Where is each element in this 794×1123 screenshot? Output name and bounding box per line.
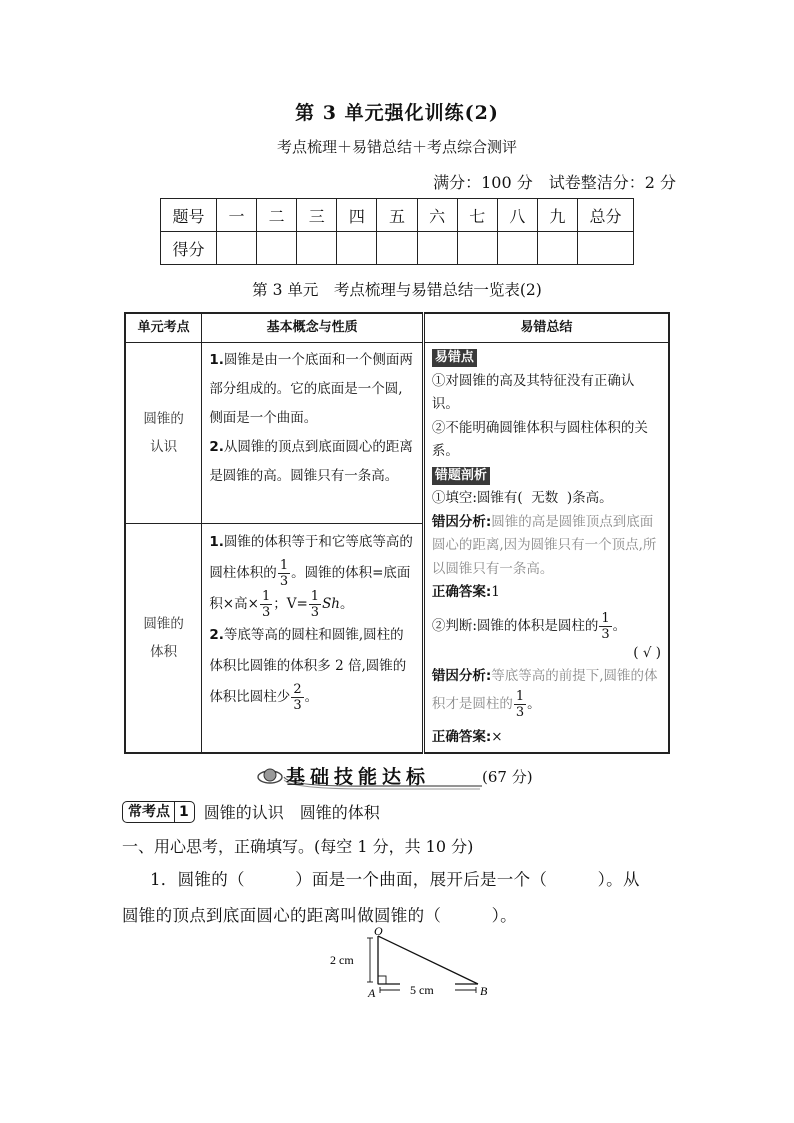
summary-header-row: [125, 313, 669, 343]
score-input-cell[interactable]: [377, 232, 417, 265]
score-input-cell[interactable]: [537, 232, 577, 265]
summary-table: [124, 312, 670, 754]
summary-caption: 第 3 单元 考点梳理与易错总结一览表(2): [252, 281, 542, 299]
score-cell: 题号: [161, 199, 217, 232]
page-title: 第 3 单元强化训练(2): [295, 102, 499, 124]
error-point: ②不能明确圆锥体积与圆柱体积的关系。: [431, 419, 648, 459]
score-cell: 六: [417, 199, 457, 232]
key-point-line: [122, 800, 380, 823]
score-input-cell[interactable]: [417, 232, 457, 265]
score-input-cell[interactable]: [297, 232, 337, 265]
score-entry-row: [161, 232, 634, 265]
concept-item: 1.圆锥的体积等于和它等底等高的圆柱体积的 $\frac{1}{3}$ 。圆锥的体积=底面积×高× $\frac{1}{3}$ ；V= $\frac{1}{3}$ Sh。: [209, 533, 413, 620]
score-cell: 七: [457, 199, 497, 232]
fraction: $\frac{1}{3}$: [310, 588, 320, 620]
error-question: ②判断:圆锥的体积是圆柱的 $\frac{1}{3}$ 。: [431, 610, 627, 642]
base-label: 5 cm: [410, 983, 434, 997]
concept-cell: [202, 343, 424, 524]
answer-text: 无数: [531, 490, 559, 506]
height-label: 2 cm: [330, 953, 354, 967]
topic-cell: [125, 523, 202, 753]
score-input-cell[interactable]: [257, 232, 297, 265]
header-topic: 单元考点: [125, 313, 202, 343]
key-point-tag: 常考点 1: [122, 801, 195, 823]
fraction: $\frac{1}{3}$: [279, 557, 289, 589]
judge-mark: ( √ ): [633, 644, 661, 661]
fraction: $\frac{1}{3}$: [261, 588, 271, 620]
score-cell: 三: [297, 199, 337, 232]
topic-label: 认识: [150, 438, 178, 455]
score-header-row: [161, 199, 634, 232]
triangle-figure: [330, 926, 500, 1002]
score-cell: 二: [257, 199, 297, 232]
score-input-cell[interactable]: [337, 232, 377, 265]
fraction: $\frac{2}{3}$: [293, 681, 302, 713]
section-banner-title: 基础技能达标: [286, 766, 431, 788]
label-o: O: [374, 926, 383, 938]
key-point-text: 圆锥的认识 圆锥的体积: [203, 803, 380, 822]
key-point-number: 1: [174, 802, 189, 822]
fraction: $\frac{1}{3}$: [601, 610, 610, 642]
error-cause: 错因分析:等底等高的前提下,圆锥的体积才是圆柱的 $\frac{1}{3}$ 。: [431, 668, 658, 720]
error-cause: 错因分析:圆锥的高是圆锥顶点到底面圆心的距离,因为圆锥只有一个顶点,所以圆锥只有一条高。: [431, 513, 657, 577]
score-cell: 四: [337, 199, 377, 232]
header-errors: 易错总结: [423, 313, 669, 343]
score-table: [160, 198, 634, 265]
header-concepts: 基本概念与性质: [202, 313, 424, 343]
topic-label: 圆锥的: [143, 410, 184, 427]
full-score-note: 满分：100 分 试卷整洁分：2 分: [433, 173, 676, 192]
score-cell: 总分: [578, 199, 634, 232]
score-input-cell[interactable]: [457, 232, 497, 265]
error-question: ①填空:圆锥有( 无数 )条高。: [431, 490, 613, 506]
score-input-cell[interactable]: [497, 232, 537, 265]
topic-label: 体积: [150, 643, 178, 660]
error-point: ①对圆锥的高及其特征没有正确认识。: [431, 372, 635, 412]
score-input-cell[interactable]: [578, 232, 634, 265]
page-subtitle: 考点梳理＋易错总结＋考点综合测评: [276, 138, 517, 156]
tag-error-points: 易错点: [432, 349, 477, 367]
section-banner-score: (67 分): [482, 768, 533, 786]
question-text: 1．圆锥的（ ）面是一个曲面，展开后是一个（ ）。从: [150, 870, 640, 889]
correct-answer: 正确答案:×: [431, 728, 503, 745]
topic-label: 圆锥的: [143, 615, 184, 632]
correct-answer: 正确答案:1: [431, 584, 500, 600]
concept-cell: [202, 523, 424, 753]
score-cell: 五: [377, 199, 417, 232]
score-cell: 一: [217, 199, 257, 232]
label-a: A: [368, 986, 376, 1000]
concept-item: 2.等底等高的圆柱和圆锥,圆柱的体积比圆锥的体积多 2 倍,圆锥的体积比圆柱少 $\frac{2}{3}$ 。: [209, 626, 407, 713]
error-summary-cell: [423, 343, 669, 754]
score-row-label: 得分: [161, 232, 217, 265]
question-text: 圆锥的顶点到底面圆心的距离叫做圆锥的（ ）。: [122, 906, 517, 925]
tag-error-analysis: 错题剖析: [432, 467, 490, 485]
fraction: $\frac{1}{3}$: [515, 688, 525, 720]
summary-row-recognition: [125, 343, 669, 524]
concept-item: 1.圆锥是由一个底面和一个侧面两部分组成的。它的底面是一个圆,侧面是一个曲面。: [209, 352, 413, 426]
topic-cell: [125, 343, 202, 524]
score-input-cell[interactable]: [217, 232, 257, 265]
concept-item: 2.从圆锥的顶点到底面圆心的距离是圆锥的高。圆锥只有一条高。: [209, 439, 413, 484]
score-cell: 八: [497, 199, 537, 232]
score-cell: 九: [537, 199, 577, 232]
label-b: B: [480, 984, 488, 998]
section-heading: 一、用心思考，正确填写。(每空 1 分，共 10 分): [122, 837, 474, 856]
